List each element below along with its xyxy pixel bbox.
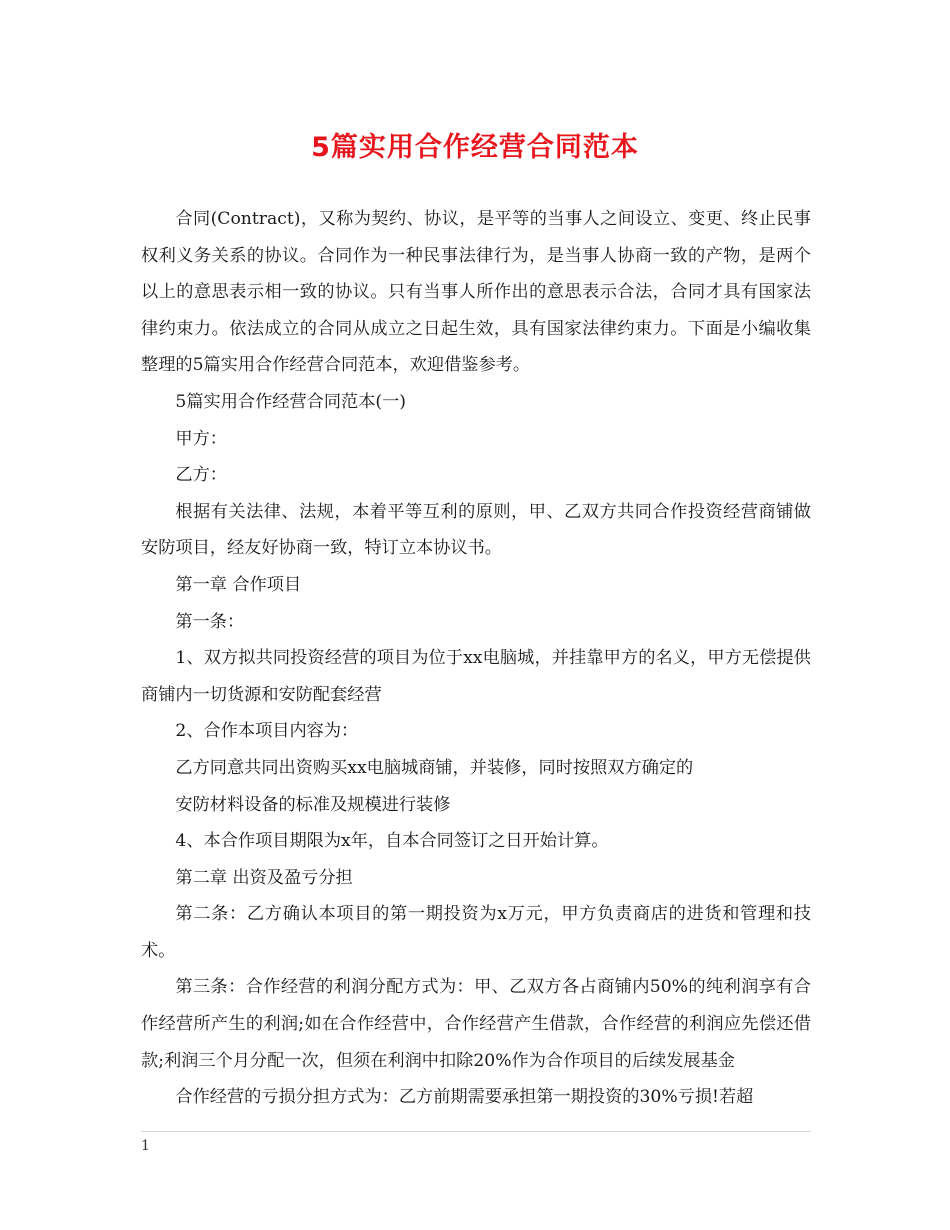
paragraph-loss-sharing: 合作经营的亏损分担方式为：乙方前期需要承担第一期投资的30%亏损!若超 — [175, 1087, 754, 1108]
paragraph-party-a: 甲方： — [175, 428, 227, 449]
paragraph-chapter-2: 第二章 出资及盈亏分担 — [175, 867, 353, 888]
paragraph-item-4: 4、本合作项目期限为x年，自本合同签订之日开始计算。 — [175, 831, 609, 852]
paragraph-item-1: 1、双方拟共同投资经营的项目为位于xx电脑城，并挂靠甲方的名义，甲方无偿提供商铺内一切货源和安防配套经营 — [141, 648, 811, 705]
document-title: 5篇实用合作经营合同范本 — [311, 132, 639, 163]
page-number: 1 — [141, 1138, 150, 1154]
paragraph-item-2: 2、合作本项目内容为： — [175, 721, 359, 742]
paragraph-article-1: 第一条： — [175, 611, 245, 632]
paragraph-chapter-1: 第一章 合作项目 — [175, 574, 302, 595]
paragraph-article-2: 第二条：乙方确认本项目的第一期投资为x万元，甲方负责商店的进货和管理和技术。 — [141, 904, 811, 961]
paragraph-party-b: 乙方： — [175, 465, 227, 486]
paragraph-intro: 合同(Contract)，又称为契约、协议，是平等的当事人之间设立、变更、终止民事权利义务关系的协议。合同作为一种民事法律行为，是当事人协商一致的产物，是两个以上的意思表示相一致的协议。只有当事人所作出的意思表示合法，合同才具有国家法律约束力。依法成立的合同从成立之日起生效，具有国家法律约束力。下面是小编收集整理的5篇实用合作经营合同范本，欢迎借鉴参考。 — [141, 209, 811, 376]
paragraph-article-3: 第三条：合作经营的利润分配方式为：甲、乙双方各占商铺内50%的纯利润享有合作经营所产生的利润;如在合作经营中，合作经营产生借款，合作经营的利润应先偿还借款;利润三个月分配一次，但须在利润中扣除20%作为合作项目的后续发展基金 — [141, 977, 811, 1071]
paragraph-preamble: 根据有关法律、法规，本着平等互利的原则，甲、乙双方共同合作投资经营商铺做安防项目，经友好协商一致，特订立本协议书。 — [141, 501, 811, 559]
paragraph-section-heading: 5篇实用合作经营合同范本(一) — [175, 391, 406, 412]
paragraph-item-2-detail-cont: 安防材料设备的标准及规模进行装修 — [175, 794, 451, 815]
document-body — [141, 201, 811, 1116]
paragraph-item-2-detail: 乙方同意共同出资购买xx电脑城商铺，并装修，同时按照双方确定的 — [175, 757, 694, 778]
footer-divider — [141, 1131, 811, 1132]
